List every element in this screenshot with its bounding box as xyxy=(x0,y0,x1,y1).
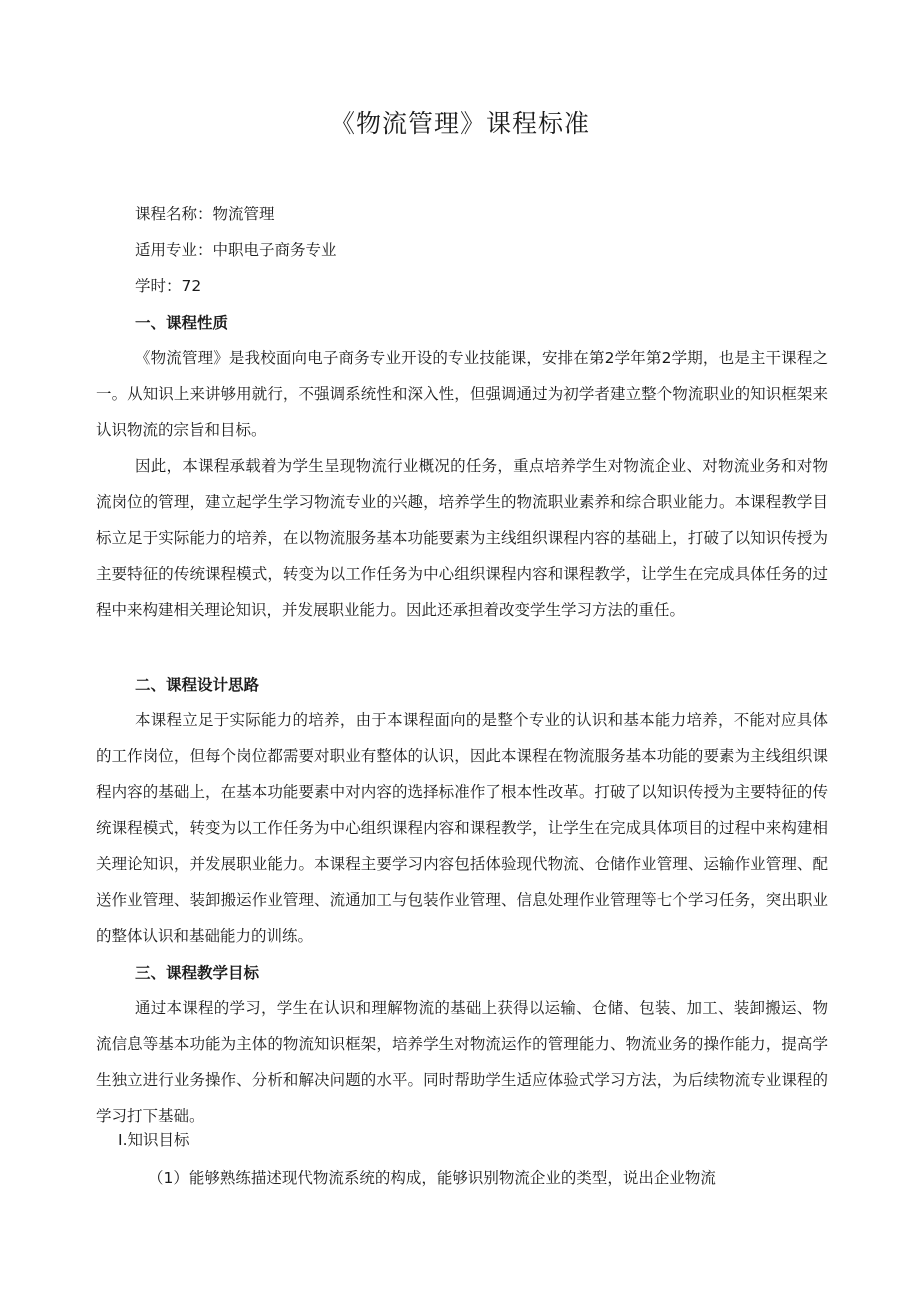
knowledge-goal-item-1: （1）能够熟练描述现代物流系统的构成，能够识别物流企业的类型，说出企业物流 xyxy=(148,1169,716,1187)
document-title: 《物流管理》课程标准 xyxy=(329,109,590,138)
major-line: 适用专业：中职电子商务专业 xyxy=(135,241,337,259)
section-3-heading: 三、课程教学目标 xyxy=(135,964,260,982)
section-2-paragraph-1: 本课程立足于实际能力的培养，由于本课程面向的是整个专业的认识和基本能力培养，不能对应具体的工作岗位，但每个岗位都需要对职业有整体的认识，因此本课程在物流服务基本功能的要素为主线组织课程内容的基础上，在基本功能要素中对内容的选择标准作了根本性改革。打破了以知识传授为主要特征的传统课程模式，转变为以工作任务为中心组织课程内容和课程教学，让学生在完成具体项目的过程中来构建相关理论知识，并发展职业能力。本课程主要学习内容包括体验现代物流、仓储作业管理、运输作业管理、配送作业管理、装卸搬运作业管理、流通加工与包装作业管理、信息处理作业管理等七个学习任务，突出职业的整体认识和基础能力的训练。 xyxy=(96,711,828,945)
section-1-paragraph-2: 因此，本课程承载着为学生呈现物流行业概况的任务，重点培养学生对物流企业、对物流业务和对物流岗位的管理，建立起学生学习物流专业的兴趣，培养学生的物流职业素养和综合职业能力。本课程教学目标立足于实际能力的培养，在以物流服务基本功能要素为主线组织课程内容的基础上，打破了以知识传授为主要特征的传统课程模式，转变为以工作任务为中心组织课程内容和课程教学，让学生在完成具体任务的过程中来构建相关理论知识，并发展职业能力。因此还承担着改变学生学习方法的重任。 xyxy=(96,457,828,619)
course-name-line: 课程名称：物流管理 xyxy=(135,205,275,223)
knowledge-goals-subheading: Ⅰ.知识目标 xyxy=(118,1131,190,1149)
section-3-paragraph-1: 通过本课程的学习，学生在认识和理解物流的基础上获得以运输、仓储、包装、加工、装卸搬运、物流信息等基本功能为主体的物流知识框架，培养学生对物流运作的管理能力、物流业务的操作能力，提高学生独立进行业务操作、分析和解决问题的水平。同时帮助学生适应体验式学习方法，为后续物流专业课程的学习打下基础。 xyxy=(96,999,828,1125)
section-2-heading: 二、课程设计思路 xyxy=(135,676,260,694)
hours-line: 学时：72 xyxy=(135,277,202,295)
section-1-heading: 一、课程性质 xyxy=(135,314,229,332)
section-1-paragraph-1: 《物流管理》是我校面向电子商务专业开设的专业技能课，安排在第2学年第2学期，也是主干课程之一。从知识上来讲够用就行，不强调系统性和深入性，但强调通过为初学者建立整个物流职业的知识框架来认识物流的宗旨和目标。 xyxy=(96,349,828,439)
